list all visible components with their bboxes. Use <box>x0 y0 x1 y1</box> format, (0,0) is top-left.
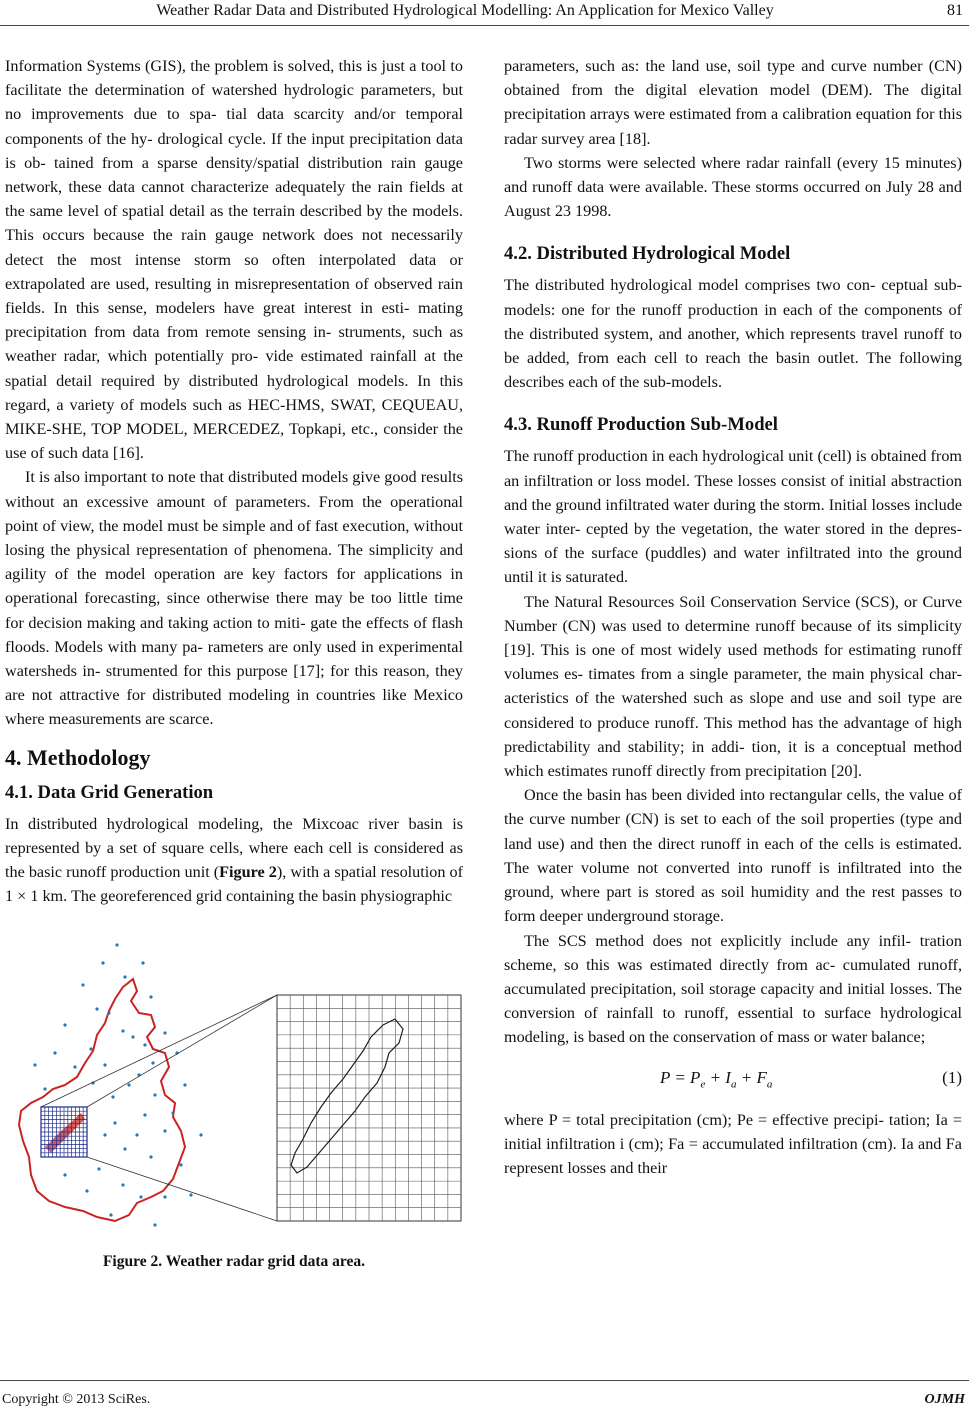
gauge-point <box>127 1083 130 1086</box>
gauge-point <box>141 961 144 964</box>
projection-line <box>87 995 277 1107</box>
gauge-point <box>163 1195 166 1198</box>
gauge-point <box>89 1047 92 1050</box>
gauge-point <box>73 1065 76 1068</box>
gauge-point <box>171 1111 174 1114</box>
radar-grid-small <box>41 1107 87 1157</box>
section-heading: 4. Methodology <box>5 744 151 770</box>
page-header <box>0 0 969 26</box>
page-footer <box>0 1380 969 1414</box>
gauge-point <box>63 1173 66 1176</box>
projection-line <box>41 995 277 1107</box>
gauge-point <box>135 1133 138 1136</box>
page-number: 81 <box>947 2 963 19</box>
gauge-point <box>143 1043 146 1046</box>
text-run: ), with a spatial resolution of 1 × 1 km. The georeferenced grid containing the basin physiographic <box>5 863 463 906</box>
gauge-point <box>199 1133 202 1136</box>
gauge-point <box>81 983 84 986</box>
gauge-point <box>123 975 126 978</box>
gauge-point <box>121 1029 124 1032</box>
left-column <box>5 54 463 1274</box>
projection-line <box>87 1157 277 1221</box>
gauge-point <box>111 1095 114 1098</box>
equation-body: $P = P_e + I_a + F_a$ <box>660 1067 773 1090</box>
figure-reference: Figure 2 <box>219 863 277 882</box>
header-rule <box>0 25 969 26</box>
gauge-point <box>63 1023 66 1026</box>
equation-number: (1) <box>942 1067 962 1087</box>
gauge-point <box>33 1063 36 1066</box>
gauge-point <box>163 1031 166 1034</box>
gauge-point <box>149 1155 152 1158</box>
gauge-point <box>95 1007 98 1010</box>
subsection-heading: 4.1. Data Grid Generation <box>5 781 214 803</box>
text-run: In distributed hydrological modeling, the Mixcoac river basin is represented by a set of square cells, where each cell is considered as the basic runoff production unit ( <box>5 814 463 882</box>
gauge-point <box>113 1121 116 1124</box>
gauge-point <box>103 1133 106 1136</box>
gauge-point <box>101 961 104 964</box>
gauge-point <box>107 1011 110 1014</box>
gauge-point <box>123 1147 126 1150</box>
gauge-point <box>103 1063 106 1066</box>
gauge-point <box>109 1213 112 1216</box>
running-title: Weather Radar Data and Distributed Hydrological Modelling: An Application for Mexico Valley <box>156 2 774 19</box>
paragraph: where P = total precipitation (cm); Pe = effective precipi- tation; Ia = initial infiltration i (cm); Fa = accumulated infiltration (cm). Ia and Fa represent losses and their <box>504 1110 962 1177</box>
gauge-point <box>143 1113 146 1116</box>
gauge-point <box>151 1061 154 1064</box>
paragraph: The SCS method does not explicitly include any infil- tration scheme, so this was estimated directly from ac- cumulated runoff, accumulated precipitation, soil storage capacity and initial losses. The conversion of rainfall to runoff, essential to surface hydrological modeling, is based on the conservation of mass or water balance; <box>504 931 962 1047</box>
gauge-point <box>183 1083 186 1086</box>
paragraph <box>5 812 463 909</box>
footer-rule <box>0 1380 969 1381</box>
gauge-point <box>139 1195 142 1198</box>
gauge-point <box>131 1035 134 1038</box>
gauge-point <box>153 1093 156 1096</box>
gauge-point <box>189 1193 192 1196</box>
gauge-point <box>53 1051 56 1054</box>
gauge-point <box>97 1167 100 1170</box>
radar-grid-figure <box>5 935 463 1240</box>
figure-2 <box>5 935 463 1240</box>
gauge-point <box>115 943 118 946</box>
equation-1 <box>504 1062 962 1102</box>
rain-gauge-points <box>33 943 202 1226</box>
gauge-point <box>85 1189 88 1192</box>
paragraph: Two storms were selected where radar rainfall (every 15 minutes) and runoff data were available. These storms occurred on July 28 and August 23 1998. <box>504 153 962 221</box>
gauge-point <box>43 1087 46 1090</box>
gauge-point <box>179 1163 182 1166</box>
gauge-point <box>121 1183 124 1186</box>
radar-grid-enlarged <box>277 995 461 1221</box>
right-column <box>504 54 962 1180</box>
paragraph: The runoff production in each hydrological unit (cell) is obtained from an infiltration or loss model. These losses consist of initial abstraction and the ground infiltrated water during the storm. Initial losses include water inter- cepted by the vegetation, the water stored in the depres- sions of the surface (puddles) and water infiltrated into the ground until it is saturated. <box>504 447 962 587</box>
copyright: Copyright © 2013 SciRes. <box>2 1392 151 1407</box>
basin-outline <box>19 979 185 1221</box>
paragraph: The Natural Resources Soil Conservation Service (SCS), or Curve Number (CN) was used to determine runoff because of its simplicity [19]. This is one of most widely used methods for estimating runoff volumes es- timates from a single parameter, the main physical char- acteristics of the watershed such as slope and use and soil type are considered to produce runoff. This method has the advantage of high predictability and stability; in addi- tion, it is a conceptual method which estimates runoff directly from precipitation [20]. <box>504 592 962 781</box>
gauge-point <box>149 995 152 998</box>
gauge-point <box>153 1223 156 1226</box>
subsection-heading: 4.2. Distributed Hydrological Model <box>504 243 791 265</box>
paragraph: Information Systems (GIS), the problem is solved, this is just a tool to facilitate the determination of watershed hydrologic parameters, but no improvements due to spa- tial data scarcity and/or temporal components of the hy- drological cycle. If the input precipitation data is ob- tained from a sparse density/spatial distribution rain gauge network, these data cannot characterize adequately the rain fields at the same level of spatial detail as the terrain described by the models. This occurs because the rain gauge network does not necessarily detect the most intense storm so often interpolated data or extrapolated are used, resulting in misrepresentation of observed rain fields. In this sense, modelers have great interest in esti- mating precipitation from data from remote sensing in- struments, such as weather radar, which potentially pro- vide estimated rainfall at the spatial detail required by distributed hydrological models. In this regard, a variety of models such as HEC-HMS, SWAT, CEQUEAU, MIKE-SHE, TOP MODEL, MERCEDEZ, Topkapi, etc., consider the use of such data [16]. <box>5 57 463 463</box>
subsection-heading: 4.3. Runoff Production Sub-Model <box>504 414 778 436</box>
paragraph: The distributed hydrological model comprises two con- ceptual sub-models: one for the runoff production in each of the components of the distributed system, and another, which represents travel runoff to be added, from each cell to reach the basin outlet. The following describes each of the sub-models. <box>504 276 962 392</box>
paragraph: It is also important to note that distributed models give good results without an excessive amount of parameters. From the operational point of view, the model must be simple and of fast execution, without losing the physical representation of phenomena. The simplicity and agility of the model operation are key factors for applications in operational forecasting, since otherwise there may be too little time for decision making and taking action to miti- gate the effects of flash floods. Models with many pa- rameters are only used in experimental watersheds in- strumented for this purpose [17]; for this reason, they are not attractive for distributed modeling in countries like Mexico where measurements are scarce. <box>5 468 463 729</box>
figure-caption: Figure 2. Weather radar grid data area. <box>102 1252 366 1270</box>
paragraph: parameters, such as: the land use, soil type and curve number (CN) obtained from the digital elevation model (DEM). The digital precipitation arrays were estimated from a calibration equation for this radar survey area [18]. <box>504 57 962 148</box>
paragraph: Once the basin has been divided into rectangular cells, the value of the curve number (CN) is set to each of the soil properties (type and land use) and then the direct runoff in each of the cells is estimated. The water volume not converted into runoff is infiltrated into the ground, where part is stored as soil humidity and the rest passes to form deeper underground storage. <box>504 786 962 926</box>
gauge-point <box>163 1129 166 1132</box>
journal-abbrev: OJMH <box>924 1392 965 1407</box>
